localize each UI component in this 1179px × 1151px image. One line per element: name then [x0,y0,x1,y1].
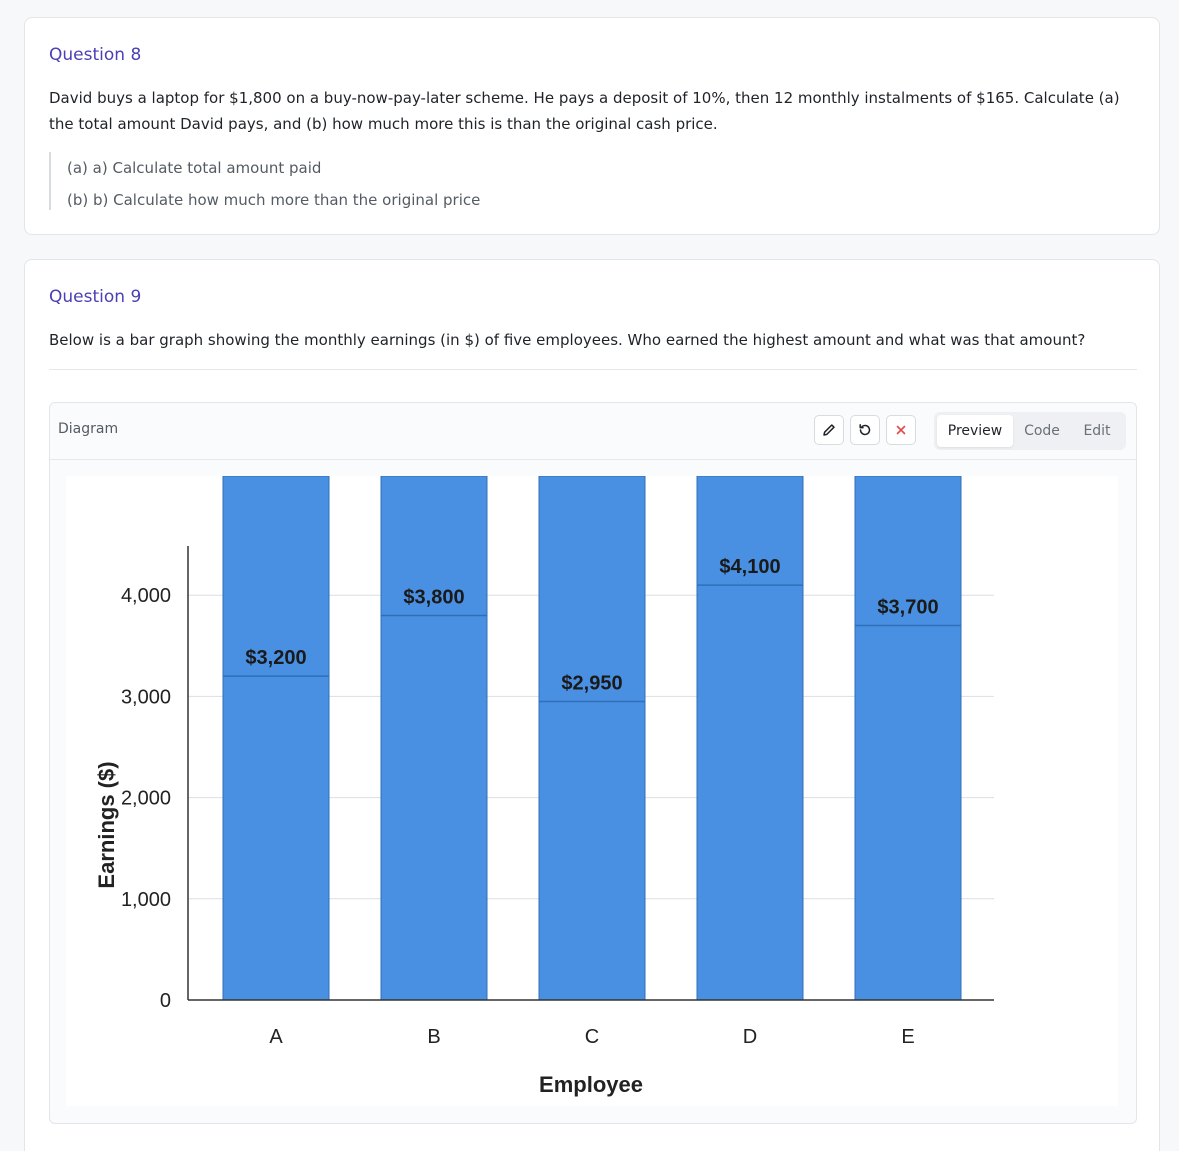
x-tick-label: D [742,1026,758,1048]
pencil-icon [821,422,837,438]
x-tick-label: A [269,1026,283,1048]
question-8-parts [49,152,749,210]
y-tick-label: 1,000 [120,888,171,911]
part-b: (b) b) Calculate how much more than the original price [67,191,481,209]
question-9-text: Below is a bar graph showing the monthly earnings (in $) of five employees. Who earned the highest amount and what was that amount? [49,331,1086,349]
tab-preview[interactable]: Preview [937,415,1013,447]
bar [381,476,487,1000]
data-label: $3,800 [403,586,465,609]
rotate-ccw-icon [857,422,873,438]
diagram-label: Diagram [58,421,119,437]
y-tick-label: 4,000 [120,585,171,608]
y-axis-label: Earnings ($) [94,761,119,889]
x-tick-label: E [901,1026,915,1048]
data-label: $3,700 [877,596,939,619]
bar [539,476,645,1000]
part-a: (a) a) Calculate total amount paid [67,159,322,177]
view-mode-tabs [934,412,1126,450]
bar [697,476,803,1000]
tab-edit[interactable]: Edit [1083,423,1111,439]
question-9-title: Question 9 [49,287,142,307]
question-8-card [24,17,1160,235]
reset-button[interactable] [850,415,880,445]
bar [855,476,961,1000]
y-tick-label: 0 [159,990,171,1012]
y-tick-label: 2,000 [120,787,171,810]
tab-code[interactable]: Code [1024,423,1060,439]
x-axis-label: Employee [539,1072,643,1097]
data-label: $2,950 [561,672,623,695]
data-label: $4,100 [719,556,781,579]
bar [223,476,329,1000]
data-label: $3,200 [245,647,307,670]
diagram-panel [49,402,1137,1124]
y-tick-label: 3,000 [120,686,171,709]
edit-button[interactable] [814,415,844,445]
x-tick-label: B [427,1026,441,1048]
question-8-text: David buys a laptop for $1,800 on a buy-now-pay-later scheme. He pays a deposit of 10%, then 12 monthly instalments of $165. Calculate (a) the total amount David pays, and (b) how much more this is than the original cash price. [49,89,1120,133]
bar-chart [66,476,1118,1106]
x-tick-label: C [584,1026,600,1048]
question-8-title: Question 8 [49,45,142,65]
question-9-card [24,259,1160,1151]
close-button[interactable] [886,415,916,445]
chart-area [66,476,1118,1106]
divider [49,369,1137,370]
close-icon [894,423,908,437]
diagram-header [50,403,1136,460]
